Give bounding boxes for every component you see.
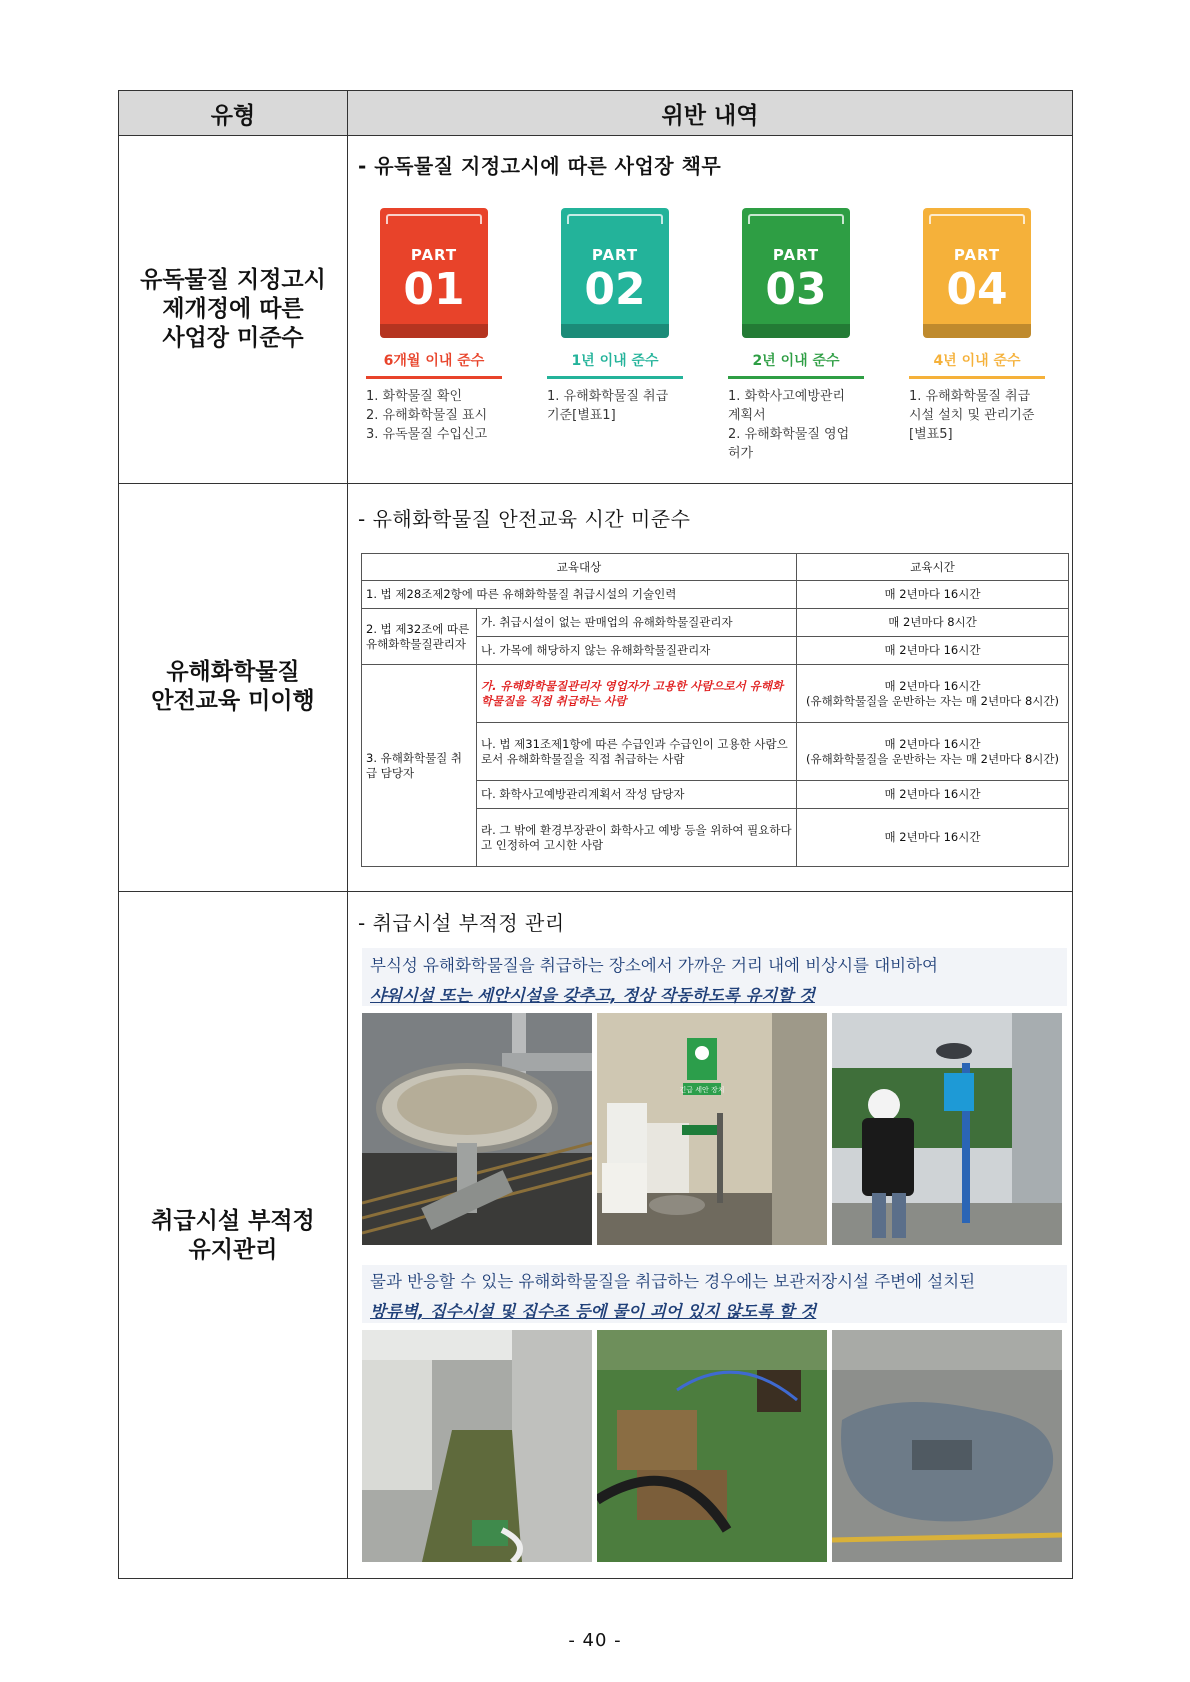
table-row xyxy=(362,554,1069,581)
header-type: 유형 xyxy=(119,91,347,136)
time-cell: 매 2년마다 16시간 xyxy=(797,637,1069,665)
part-label: PART xyxy=(772,246,820,264)
part-number: 02 xyxy=(584,264,646,315)
book-icon xyxy=(742,208,850,338)
caption-emphasis: 샤워시설 또는 세안시설을 갖추고, 정상 작동하도록 유지할 것 xyxy=(370,986,815,1005)
part-card xyxy=(366,208,502,444)
part-deadline: 6개월 이내 준수 xyxy=(366,350,502,379)
category-cell xyxy=(119,891,347,1580)
head-time: 교육시간 xyxy=(797,554,1069,581)
target-cell-highlight: 가. 유해화학물질관리자 영업자가 고용한 사람으로서 유해화학물질을 직접 취급하는 사람 xyxy=(477,665,797,723)
caption-emphasis: 방류벽, 집수시설 및 집수조 등에 물이 괴어 있지 않도록 할 것 xyxy=(370,1302,817,1321)
dike-photo xyxy=(362,1330,592,1562)
puddle-photo xyxy=(832,1330,1062,1562)
caption-line: 부식성 유해화학물질을 취급하는 장소에서 가까운 거리 내에 비상시를 대비하여 xyxy=(370,956,938,975)
row3-subtitle: - 취급시설 부적정 관리 xyxy=(358,911,565,935)
time-cell: 매 2년마다 16시간 (유해화학물질을 운반하는 자는 매 2년마다 8시간) xyxy=(797,723,1069,781)
sump-photo xyxy=(597,1330,827,1562)
target-cell: 가. 취급시설이 없는 판매업의 유해화학물질관리자 xyxy=(477,609,797,637)
part-items: 1. 유해화학물질 취급 시설 설치 및 관리기준 [별표5] xyxy=(909,389,1035,442)
target-cell: 나. 법 제31조제1항에 따른 수급인과 수급인이 고용한 사람으로서 유해화학물질을 직접 취급하는 사람 xyxy=(477,723,797,781)
row2-subtitle: - 유해화학물질 안전교육 시간 미준수 xyxy=(358,507,691,531)
book-icon xyxy=(561,208,669,338)
part-label: PART xyxy=(410,246,458,264)
part-number: 01 xyxy=(403,264,465,315)
table-row xyxy=(362,665,1069,723)
column-divider xyxy=(347,91,348,1578)
time-cell: 매 2년마다 8시간 xyxy=(797,609,1069,637)
target-cell: 나. 가목에 해당하지 않는 유해화학물질관리자 xyxy=(477,637,797,665)
table-row xyxy=(362,609,1069,637)
page-number: - 40 - xyxy=(568,1630,622,1651)
part-number: 03 xyxy=(765,264,827,315)
eyewash-photo xyxy=(362,1013,592,1245)
book-icon xyxy=(380,208,488,338)
book-icon xyxy=(923,208,1031,338)
time-cell: 매 2년마다 16시간 (유해화학물질을 운반하는 자는 매 2년마다 8시간) xyxy=(797,665,1069,723)
header-violation: 위반 내역 xyxy=(347,91,1072,136)
part-deadline: 1년 이내 준수 xyxy=(547,350,683,379)
group-label: 2. 법 제32조에 따른 유해화학물질관리자 xyxy=(362,609,477,665)
category-cell xyxy=(119,136,347,483)
category-label: 유해화학물질 안전교육 미이행 xyxy=(151,659,315,714)
part-number: 04 xyxy=(946,264,1008,315)
part-items: 1. 화학물질 확인 2. 유해화학물질 표시 3. 유독물질 수입신고 xyxy=(366,389,488,442)
part-card xyxy=(909,208,1045,444)
target-cell: 다. 화학사고예방관리계획서 작성 담당자 xyxy=(477,781,797,809)
head-target: 교육대상 xyxy=(362,554,797,581)
category-label: 유독물질 지정고시 제개정에 따른 사업장 미준수 xyxy=(140,267,326,351)
part-items: 1. 유해화학물질 취급 기준[별표1] xyxy=(547,389,669,423)
table-row xyxy=(362,581,1069,609)
part-card xyxy=(547,208,683,425)
part-deadline: 2년 이내 준수 xyxy=(728,350,864,379)
target-cell: 라. 그 밖에 환경부장관이 화학사고 예방 등을 위하여 필요하다고 인정하여 고시한 사람 xyxy=(477,809,797,867)
caption-line: 물과 반응할 수 있는 유해화학물질을 취급하는 경우에는 보관저장시설 주변에 설치된 xyxy=(370,1272,976,1291)
row1-subtitle: - 유독물질 지정고시에 따른 사업장 책무 xyxy=(358,154,722,178)
part-label: PART xyxy=(591,246,639,264)
eyewash-station-photo xyxy=(597,1013,827,1245)
part-card xyxy=(728,208,864,463)
target-cell: 1. 법 제28조제2항에 따른 유해화학물질 취급시설의 기술인력 xyxy=(362,581,797,609)
part-items: 1. 화학사고예방관리 계획서 2. 유해화학물질 영업 허가 xyxy=(728,389,850,461)
category-cell xyxy=(119,483,347,891)
part-label: PART xyxy=(953,246,1001,264)
time-cell: 매 2년마다 16시간 xyxy=(797,809,1069,867)
education-table xyxy=(361,553,1069,867)
shower-photo xyxy=(832,1013,1062,1245)
time-cell: 매 2년마다 16시간 xyxy=(797,581,1069,609)
time-cell: 매 2년마다 16시간 xyxy=(797,781,1069,809)
part-deadline: 4년 이내 준수 xyxy=(909,350,1045,379)
sign-label: 긴급 세안 장치 xyxy=(679,1086,725,1094)
category-label: 취급시설 부적정 유지관리 xyxy=(151,1207,315,1263)
group-label: 3. 유해화학물질 취급 담당자 xyxy=(362,665,477,867)
